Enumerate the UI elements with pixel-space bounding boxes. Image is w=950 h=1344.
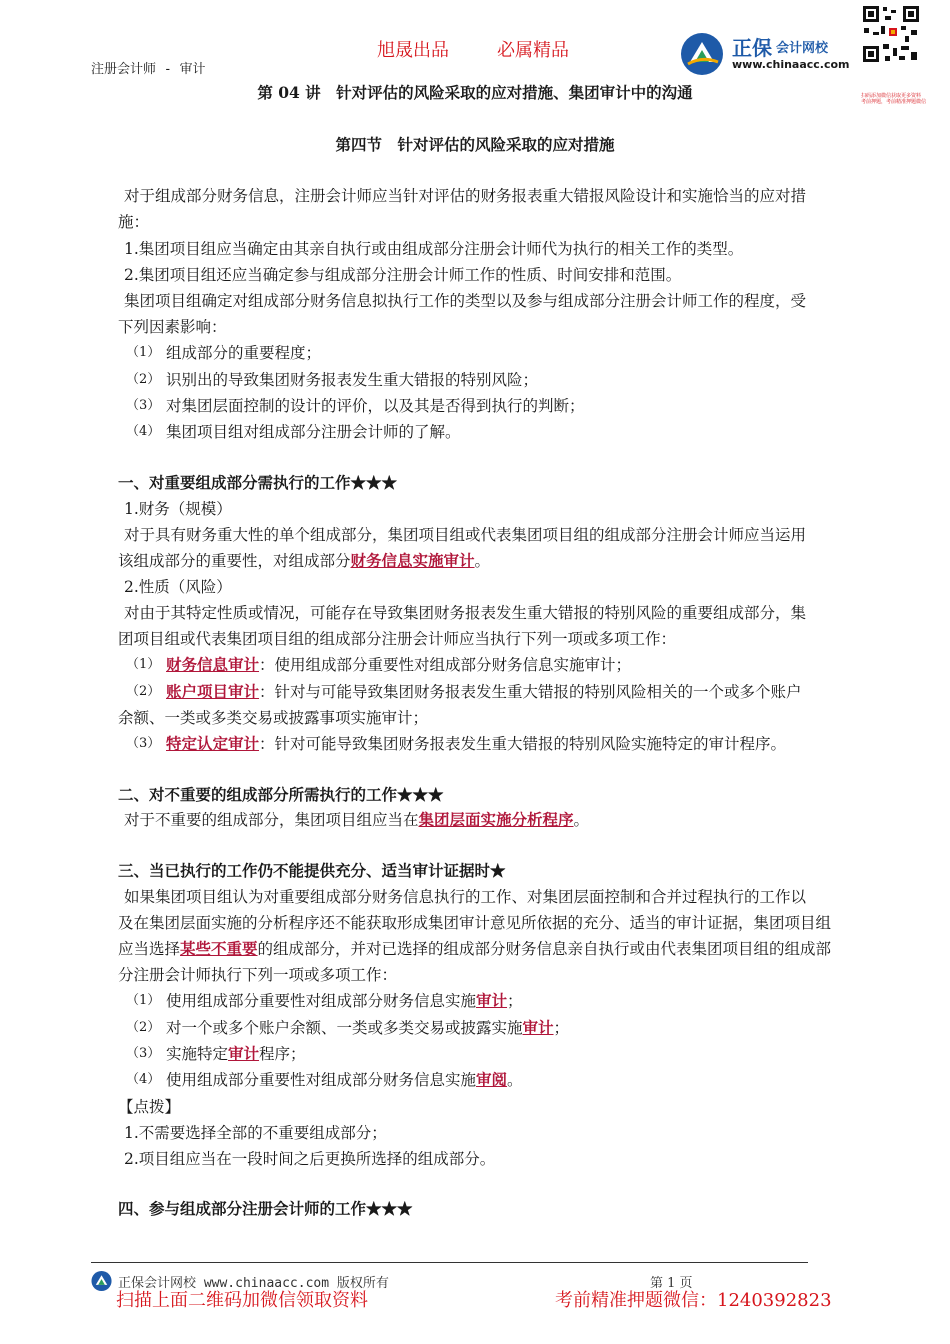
promo-text-2: 必属精品: [497, 40, 569, 61]
tip-2: 2.项目组应当在一段时间之后更换所选择的组成部分。: [124, 1150, 496, 1168]
work-2-number: （2）: [126, 684, 161, 699]
intro-paragraph-1a: 对于组成部分财务信息，注册会计师应当针对评估的财务报表重大错报风险设计和实施恰当的应对措: [124, 187, 807, 205]
text: 的组成部分，并对已选择的组成部分财务信息亲自执行或由代表集团项目组的组成部: [257, 940, 832, 958]
text: ；: [553, 1019, 570, 1037]
tip-label: 【点拨】: [118, 1098, 181, 1116]
factor-2: 识别出的导致集团财务报表发生重大错报的特别风险；: [166, 371, 539, 389]
section-3-paragraph-a: 如果集团项目组认为对重要组成部分财务信息执行的工作、对集团层面控制和合并过程执行的工作以: [124, 888, 807, 906]
section-3-paragraph-b: 及在集团层面实施的分析程序还不能获取形成集团审计意见所依据的充分、适当的审计证据，集团项目组: [118, 914, 832, 932]
work-1-number: （1）: [126, 657, 161, 672]
highlight-text: 财务信息实施审计: [350, 551, 475, 570]
section-1-heading: 一、对重要组成部分需执行的工作★★★: [118, 473, 398, 492]
section-1-paragraph-2a: 对由于其特定性质或情况，可能存在导致集团财务报表发生重大错报的特别风险的重要组成部分，集: [124, 604, 807, 622]
highlight-text: 审计: [522, 1018, 554, 1037]
section-1-paragraph-2b: 团项目组或代表集团项目组的组成部分注册会计师应当执行下列一项或多项工作：: [118, 630, 677, 648]
option-4: [166, 1070, 523, 1090]
option-3: [166, 1044, 306, 1064]
promo-text-1: 旭晟出品: [377, 40, 449, 61]
factor-4: 集团项目组对组成部分注册会计师的了解。: [166, 423, 461, 441]
option-2: [166, 1018, 569, 1038]
section-1-paragraph-1a: 对于具有财务重大性的单个组成部分，集团项目组或代表集团项目组的组成部分注册会计师应当运用: [124, 526, 807, 544]
highlight-text: 审计: [476, 991, 508, 1010]
section-2-heading: 二、对不重要的组成部分所需执行的工作★★★: [118, 785, 444, 804]
text: ：使用组成部分重要性对组成部分财务信息实施审计；: [259, 656, 632, 674]
factor-2-number: （2）: [126, 372, 161, 387]
footer-promo-right: 考前精准押题微信：1240392823: [555, 1290, 832, 1311]
chinaacc-logo: [680, 32, 860, 76]
text: 程序；: [259, 1045, 306, 1063]
chinaacc-logo-icon: [680, 32, 726, 76]
chinaacc-logo-icon: [91, 1270, 113, 1292]
logo-name: 正保: [732, 36, 772, 60]
text: ；: [507, 992, 523, 1010]
option-1: [166, 991, 523, 1011]
highlight-text: 审阅: [476, 1070, 508, 1089]
factor-1-number: （1）: [126, 345, 161, 360]
highlight-text: 集团层面实施分析程序: [418, 810, 574, 829]
option-3-number: （3）: [126, 1046, 161, 1061]
text: 对于不重要的组成部分，集团项目组应当在: [124, 811, 419, 829]
work-3: [166, 734, 786, 754]
section-title: 第四节 针对评估的风险采取的应对措施: [335, 135, 615, 154]
logo-url: www.chinaacc.com: [732, 58, 850, 71]
text: ：针对可能导致集团财务报表发生重大错报的特别风险实施特定的审计程序。: [259, 735, 787, 753]
option-1-number: （1）: [126, 993, 161, 1008]
text: 使用组成部分重要性对组成部分财务信息实施: [166, 1071, 477, 1089]
factor-1: 组成部分的重要程度；: [166, 344, 322, 362]
page-number: 第 1 页: [650, 1276, 693, 1291]
intro-paragraph-1b: 施：: [118, 213, 150, 231]
option-2-number: （2）: [126, 1020, 161, 1035]
section-4-heading: 四、参与组成部分注册会计师的工作★★★: [118, 1199, 413, 1218]
section-1-paragraph-1b: [118, 551, 490, 571]
work-3-number: （3）: [126, 736, 161, 751]
qr-code-icon: [861, 4, 921, 64]
highlight-text: 某些不重要: [180, 939, 258, 958]
text: 实施特定: [166, 1045, 229, 1063]
text: 应当选择: [118, 940, 181, 958]
highlight-text: 账户项目审计: [166, 682, 260, 701]
text: 。: [573, 811, 590, 829]
factor-3: 对集团层面控制的设计的评价，以及其是否得到执行的判断；: [166, 397, 585, 415]
factor-4-number: （4）: [126, 424, 161, 439]
intro-paragraph-2b: 下列因素影响：: [118, 318, 227, 336]
text: 。: [507, 1071, 523, 1089]
text: 对一个或多个账户余额、一类或多类交易或披露实施: [166, 1019, 523, 1037]
section-3-paragraph-c: [118, 939, 831, 959]
footer-divider: [91, 1262, 808, 1263]
intro-paragraph-2a: 集团项目组确定对组成部分财务信息拟执行工作的类型以及参与组成部分注册会计师工作的程度，受: [124, 292, 807, 310]
text: 该组成部分的重要性，对组成部分: [118, 552, 351, 570]
intro-item-1: 1.集团项目组应当确定由其亲自执行或由组成部分注册会计师代为执行的相关工作的类型。: [124, 240, 744, 258]
footer-copyright: 正保会计网校 www.chinaacc.com 版权所有: [118, 1276, 389, 1291]
option-4-number: （4）: [126, 1072, 161, 1087]
work-1: [166, 655, 631, 675]
section-2-paragraph: [124, 810, 589, 830]
section-3-paragraph-d: 分注册会计师执行下列一项或多项工作：: [118, 966, 398, 984]
section-1-sub-2: 2.性质（风险）: [124, 578, 232, 596]
qr-caption-1: 扫码添加微信获取更多资料: [861, 93, 922, 99]
text: 使用组成部分重要性对组成部分财务信息实施: [166, 992, 477, 1010]
lecture-title: 第 04 讲 针对评估的风险采取的应对措施、集团审计中的沟通: [257, 83, 693, 102]
section-1-sub-1: 1.财务（规模）: [124, 500, 232, 518]
footer-promo-left: 扫描上面二维码加微信领取资料: [116, 1290, 368, 1311]
highlight-text: 审计: [228, 1044, 260, 1063]
work-2: [166, 682, 802, 702]
header-left-label: 注册会计师 - 审计: [91, 62, 206, 77]
logo-sub: 会计网校: [776, 41, 829, 56]
intro-item-2: 2.集团项目组还应当确定参与组成部分注册会计师工作的性质、时间安排和范围。: [124, 266, 682, 284]
qr-caption-2: 考前押题，考前精准押题微信: [861, 99, 927, 105]
highlight-text: 财务信息审计: [166, 655, 260, 674]
work-2-continued: 余额、一类或多类交易或披露事项实施审计；: [118, 709, 429, 727]
text: ：针对与可能导致集团财务报表发生重大错报的特别风险相关的一个或多个账户: [259, 683, 802, 701]
tip-1: 1.不需要选择全部的不重要组成部分；: [124, 1124, 387, 1142]
text: 。: [474, 552, 491, 570]
factor-3-number: （3）: [126, 398, 161, 413]
section-3-heading: 三、当已执行的工作仍不能提供充分、适当审计证据时★: [118, 861, 506, 880]
highlight-text: 特定认定审计: [166, 734, 260, 753]
